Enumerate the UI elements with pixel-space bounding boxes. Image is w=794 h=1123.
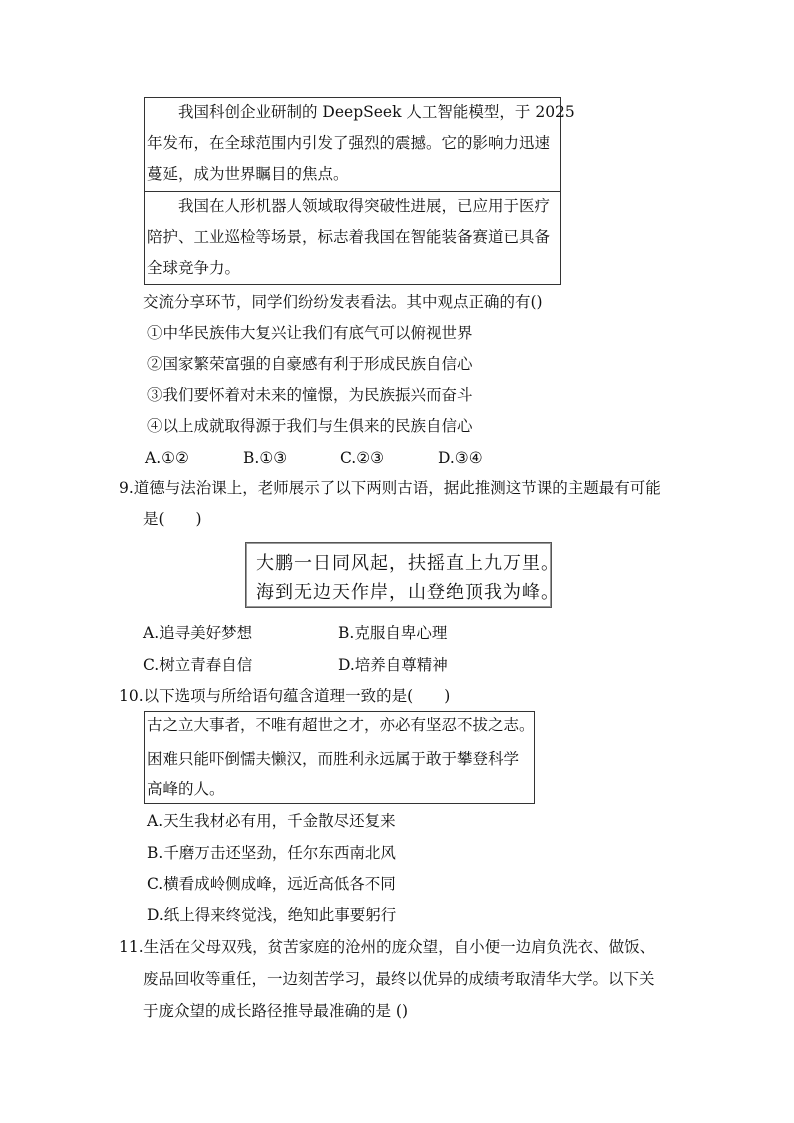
quote-line: 困难只能吓倒懦夫懒汉，而胜利永远属于敢于攀登科学 <box>147 750 520 768</box>
material-line: 我国在人形机器人领域取得突破性进展，已应用于医疗 <box>147 197 551 215</box>
material-line: 我国科创企业研制的 DeepSeek 人工智能模型，于 2025 <box>147 103 575 121</box>
material-box <box>144 97 575 285</box>
question-stem: 10.以下选项与所给语句蕴含道理一致的是( ) <box>119 687 451 705</box>
quote-line: 高峰的人。 <box>147 780 225 798</box>
quote-line: 大鹏一日同风起，扶摇直上九万里。 <box>256 553 560 574</box>
option-b[interactable]: B.千磨万击还坚劲，任尔东西南北风 <box>147 844 396 862</box>
option-a[interactable]: A.①② <box>145 449 189 467</box>
material-line: 陪护、工业巡检等场景，标志着我国在智能装备赛道已具备 <box>147 228 551 246</box>
question-stem: 废品回收等重任，一边刻苦学习，最终以优异的成绩考取清华大学。以下关 <box>143 970 655 988</box>
question-stem: 是( ) <box>143 510 202 528</box>
statement: ②国家繁荣富强的自豪感有利于形成民族自信心 <box>147 355 473 373</box>
quote-line: 海到无边天作岸，山登绝顶我为峰。 <box>256 582 560 603</box>
question-stem: 交流分享环节，同学们纷纷发表看法。其中观点正确的有() <box>143 293 543 311</box>
option-d[interactable]: D.纸上得来终觉浅，绝知此事要躬行 <box>147 906 397 924</box>
material-line: 年发布，在全球范围内引发了强烈的震撼。它的影响力迅速 <box>147 134 551 152</box>
question-stem: 9.道德与法治课上，老师展示了以下两则古语，据此推测这节课的主题最有可能 <box>119 479 661 497</box>
option-c[interactable]: C.②③ <box>340 449 385 467</box>
quote-box <box>245 542 560 608</box>
option-c[interactable]: C.横看成岭侧成峰，远近高低各不同 <box>147 875 396 893</box>
option-b[interactable]: B.①③ <box>243 449 288 467</box>
material-divider <box>145 191 560 192</box>
option-d[interactable]: D.培养自尊精神 <box>338 656 448 674</box>
question-stem: 11.生活在父母双残，贫苦家庭的沧州的庞众望，自小便一边肩负洗衣、做饭、 <box>119 938 656 956</box>
material-line: 蔓延，成为世界瞩目的焦点。 <box>147 165 349 183</box>
statement: ④以上成就取得源于我们与生俱来的民族自信心 <box>147 417 473 435</box>
option-a[interactable]: A.追寻美好梦想 <box>143 624 253 642</box>
question-stem: 于庞众望的成长路径推导最准确的是 () <box>143 1002 409 1020</box>
option-d[interactable]: D.③④ <box>438 449 483 467</box>
option-b[interactable]: B.克服自卑心理 <box>338 624 448 642</box>
option-c[interactable]: C.树立青春自信 <box>143 656 253 674</box>
statement: ①中华民族伟大复兴让我们有底气可以俯视世界 <box>147 324 473 342</box>
quote-line: 古之立大事者，不唯有超世之才，亦必有坚忍不拔之志。 <box>147 716 535 734</box>
quote-box <box>144 711 535 804</box>
material-line: 全球竞争力。 <box>147 259 241 277</box>
option-a[interactable]: A.天生我材必有用，千金散尽还复来 <box>147 812 396 830</box>
statement: ③我们要怀着对未来的憧憬，为民族振兴而奋斗 <box>147 386 473 404</box>
